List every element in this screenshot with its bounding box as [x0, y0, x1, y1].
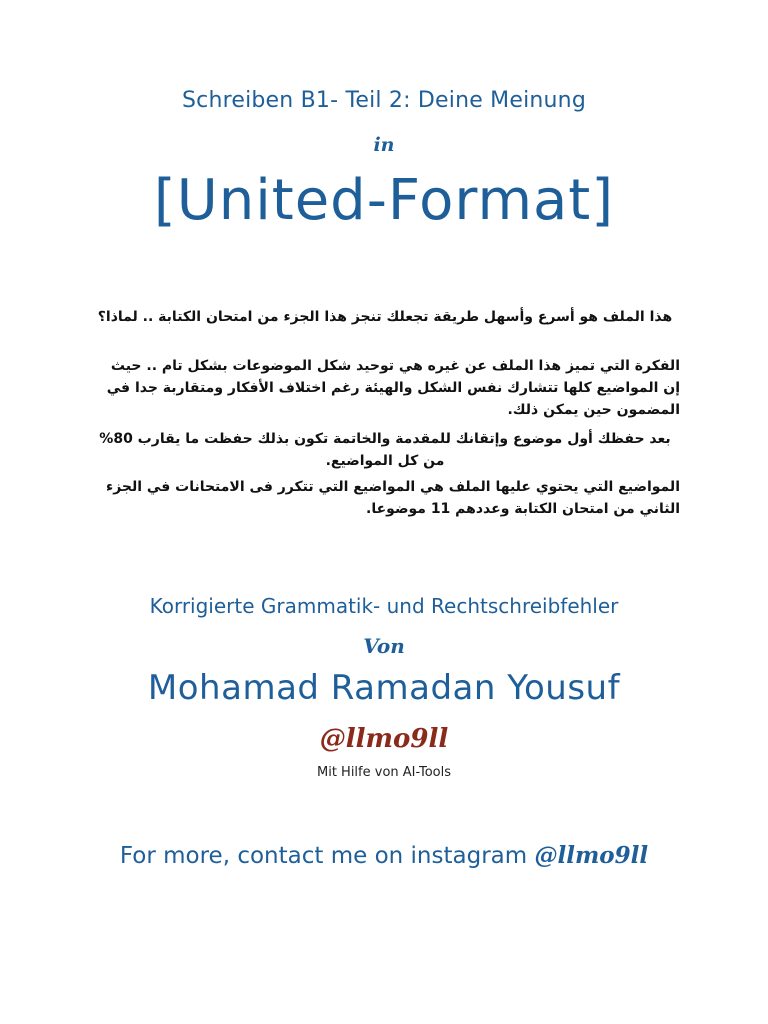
author-name: Mohamad Ramadan Yousuf — [147, 668, 621, 708]
intro-paragraph-3: بعد حفظك أول موضوع وإتقانك للمقدمة والخاتمة تكون بذلك حفظت ما يقارب 80% من كل المواضيع. — [99, 431, 671, 469]
contact-line — [0, 842, 768, 869]
von-label: Von — [363, 634, 405, 658]
contact-text: For more, contact me on instagram — [119, 843, 535, 869]
intro-paragraph-1: هذا الملف هو أسرع وأسهل طريقة تجعلك تنجز هذا الجزء من امتحان الكتابة .. لماذا؟ — [97, 309, 673, 325]
intro-paragraph-2: الفكرة التي تميز هذا الملف عن غيره هي توحيد شكل الموضوعات بشكل تام .. حيث إن المواضيع كلها تتشارك نفس الشكل والهيئة رغم اختلاف الأفكار ومتقاربة جدا في المضمون حين يمكن ذلك. — [106, 358, 680, 418]
author-handle: @llmo9ll — [319, 724, 449, 754]
contact-handle[interactable]: @llmo9ll — [534, 842, 649, 869]
in-label: in — [373, 134, 395, 156]
subtitle: Schreiben B1- Teil 2: Deine Meinung — [181, 88, 586, 113]
intro-paragraph-4: المواضيع التي يحتوي عليها الملف هي المواضيع التي تتكرر فى الامتحانات في الجزء الثاني من امتحان الكتابة وعددهم 11 موضوعا. — [106, 479, 680, 517]
page-title: [United-Format] — [153, 168, 615, 233]
corrected-note: Korrigierte Grammatik- und Rechtschreibfehler — [149, 594, 619, 618]
help-note: Mit Hilfe von AI-Tools — [316, 765, 452, 780]
